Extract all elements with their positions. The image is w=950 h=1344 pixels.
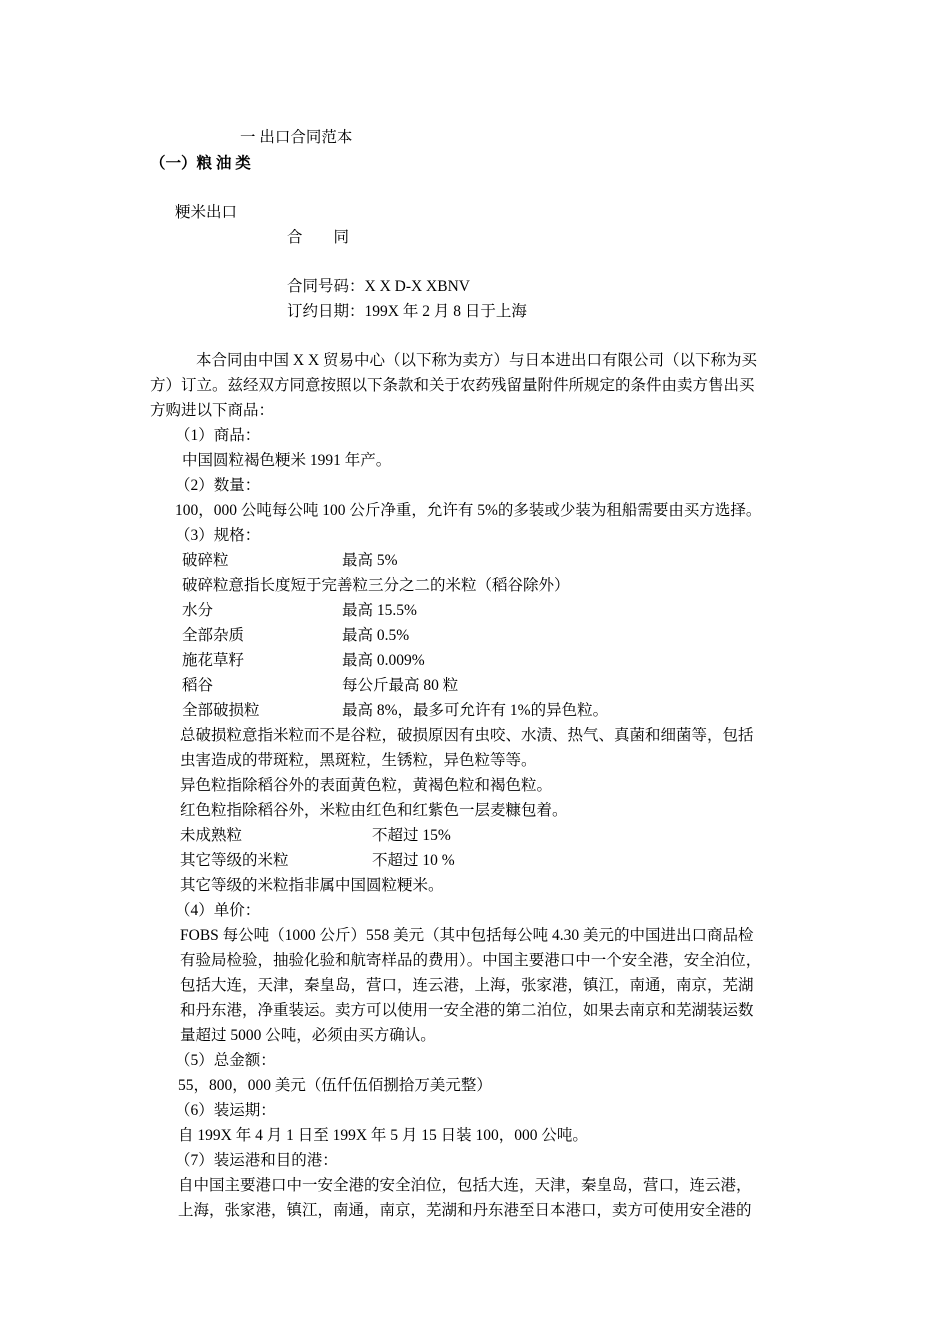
contract-number: 合同号码：X X D-X XBNV xyxy=(287,278,470,295)
item-label: （5）总金额： xyxy=(175,1052,276,1069)
spec-note: 异色粒指除稻谷外的表面黄色粒，黄褐色粒和褐色粒。 xyxy=(180,777,553,794)
item-label: （6）装运期： xyxy=(175,1102,276,1119)
spec-value: 每公斤最高 80 粒 xyxy=(342,677,459,694)
item-label: （4）单价： xyxy=(175,902,261,919)
item-label: （2）数量： xyxy=(175,477,261,494)
item-text: 中国圆粒褐色粳米 1991 年产。 xyxy=(182,452,392,469)
spec-value: 不超过 10 % xyxy=(372,852,455,869)
spec-name: 施花草籽 xyxy=(182,652,245,669)
item-label: （1）商品： xyxy=(175,427,261,444)
item-label: （7）装运港和目的港： xyxy=(175,1152,338,1169)
item-text: 上海，张家港，镇江，南通，南京，芜湖和丹东港至日本港口，卖方可使用安全港的 xyxy=(178,1202,752,1219)
spec-value: 最高 8%，最多可允许有 1%的异色粒。 xyxy=(342,702,609,719)
spec-value: 最高 0.5% xyxy=(342,627,410,644)
item-text: 和丹东港，净重装运。卖方可以使用一安全港的第二泊位，如果去南京和芜湖装运数 xyxy=(180,1002,754,1019)
spec-value: 不超过 15% xyxy=(372,827,451,844)
sign-date: 订约日期：199X 年 2 月 8 日于上海 xyxy=(287,303,527,320)
doc-heading: 一 出口合同范本 xyxy=(240,129,353,146)
spec-value: 最高 5% xyxy=(342,552,398,569)
spec-value: 最高 0.009% xyxy=(342,652,425,669)
spec-note: 虫害造成的带斑粒，黑斑粒，生锈粒，异色粒等等。 xyxy=(180,752,537,769)
spec-note: 破碎粒意指长度短于完善粒三分之二的米粒（稻谷除外） xyxy=(182,577,570,594)
spec-name: 稻谷 xyxy=(182,677,214,694)
item-text: FOBS 每公吨（1000 公斤）558 美元（其中包括每公吨 4.30 美元的中国进出口商品检 xyxy=(180,927,754,944)
spec-value: 最高 15.5% xyxy=(342,602,417,619)
intro-line: 方）订立。兹经双方同意按照以下条款和关于农药残留量附件所规定的条件由卖方售出买 xyxy=(150,377,755,394)
item-text: 量超过 5000 公吨，必须由买方确认。 xyxy=(180,1027,436,1044)
spec-name: 全部杂质 xyxy=(182,627,245,644)
contract-title: 合 同 xyxy=(287,229,350,246)
spec-name: 水分 xyxy=(182,602,214,619)
item-text: 有验局检验，抽验化验和航寄样品的费用）。中国主要港口中一个安全港，安全泊位， xyxy=(180,952,762,969)
intro-line: 方购进以下商品： xyxy=(150,402,275,419)
subject-line: 粳米出口 xyxy=(175,204,238,221)
item-text: 包括大连，天津，秦皇岛，营口，连云港，上海，张家港，镇江，南通，南京，芜湖 xyxy=(180,977,754,994)
spec-name: 未成熟粒 xyxy=(180,827,243,844)
spec-name: 其它等级的米粒 xyxy=(180,852,289,869)
spec-note: 总破损粒意指米粒而不是谷粒，破损原因有虫咬、水渍、热气、真菌和细菌等，包括 xyxy=(180,727,754,744)
item-text: 自 199X 年 4 月 1 日至 199X 年 5 月 15 日装 100，000 公吨。 xyxy=(178,1127,588,1144)
spec-note: 红色粒指除稻谷外，米粒由红色和红紫色一层麦糠包着。 xyxy=(180,802,568,819)
intro-line: 本合同由中国 X X 贸易中心（以下称为卖方）与日本进出口有限公司（以下称为买 xyxy=(196,352,758,369)
item-label: （3）规格： xyxy=(175,527,261,544)
item-text: 自中国主要港口中一安全港的安全泊位，包括大连，天津，秦皇岛，营口，连云港， xyxy=(178,1177,752,1194)
section-title: （一）粮 油 类 xyxy=(150,155,251,172)
spec-name: 破碎粒 xyxy=(182,552,229,569)
spec-note: 其它等级的米粒指非属中国圆粒粳米。 xyxy=(180,877,444,894)
item-text: 55，800，000 美元（伍仟伍佰捌拾万美元整） xyxy=(178,1077,492,1094)
item-text: 100，000 公吨每公吨 100 公斤净重，允许有 5%的多装或少装为租船需要由买方选择。 xyxy=(175,502,762,519)
spec-name: 全部破损粒 xyxy=(182,702,260,719)
